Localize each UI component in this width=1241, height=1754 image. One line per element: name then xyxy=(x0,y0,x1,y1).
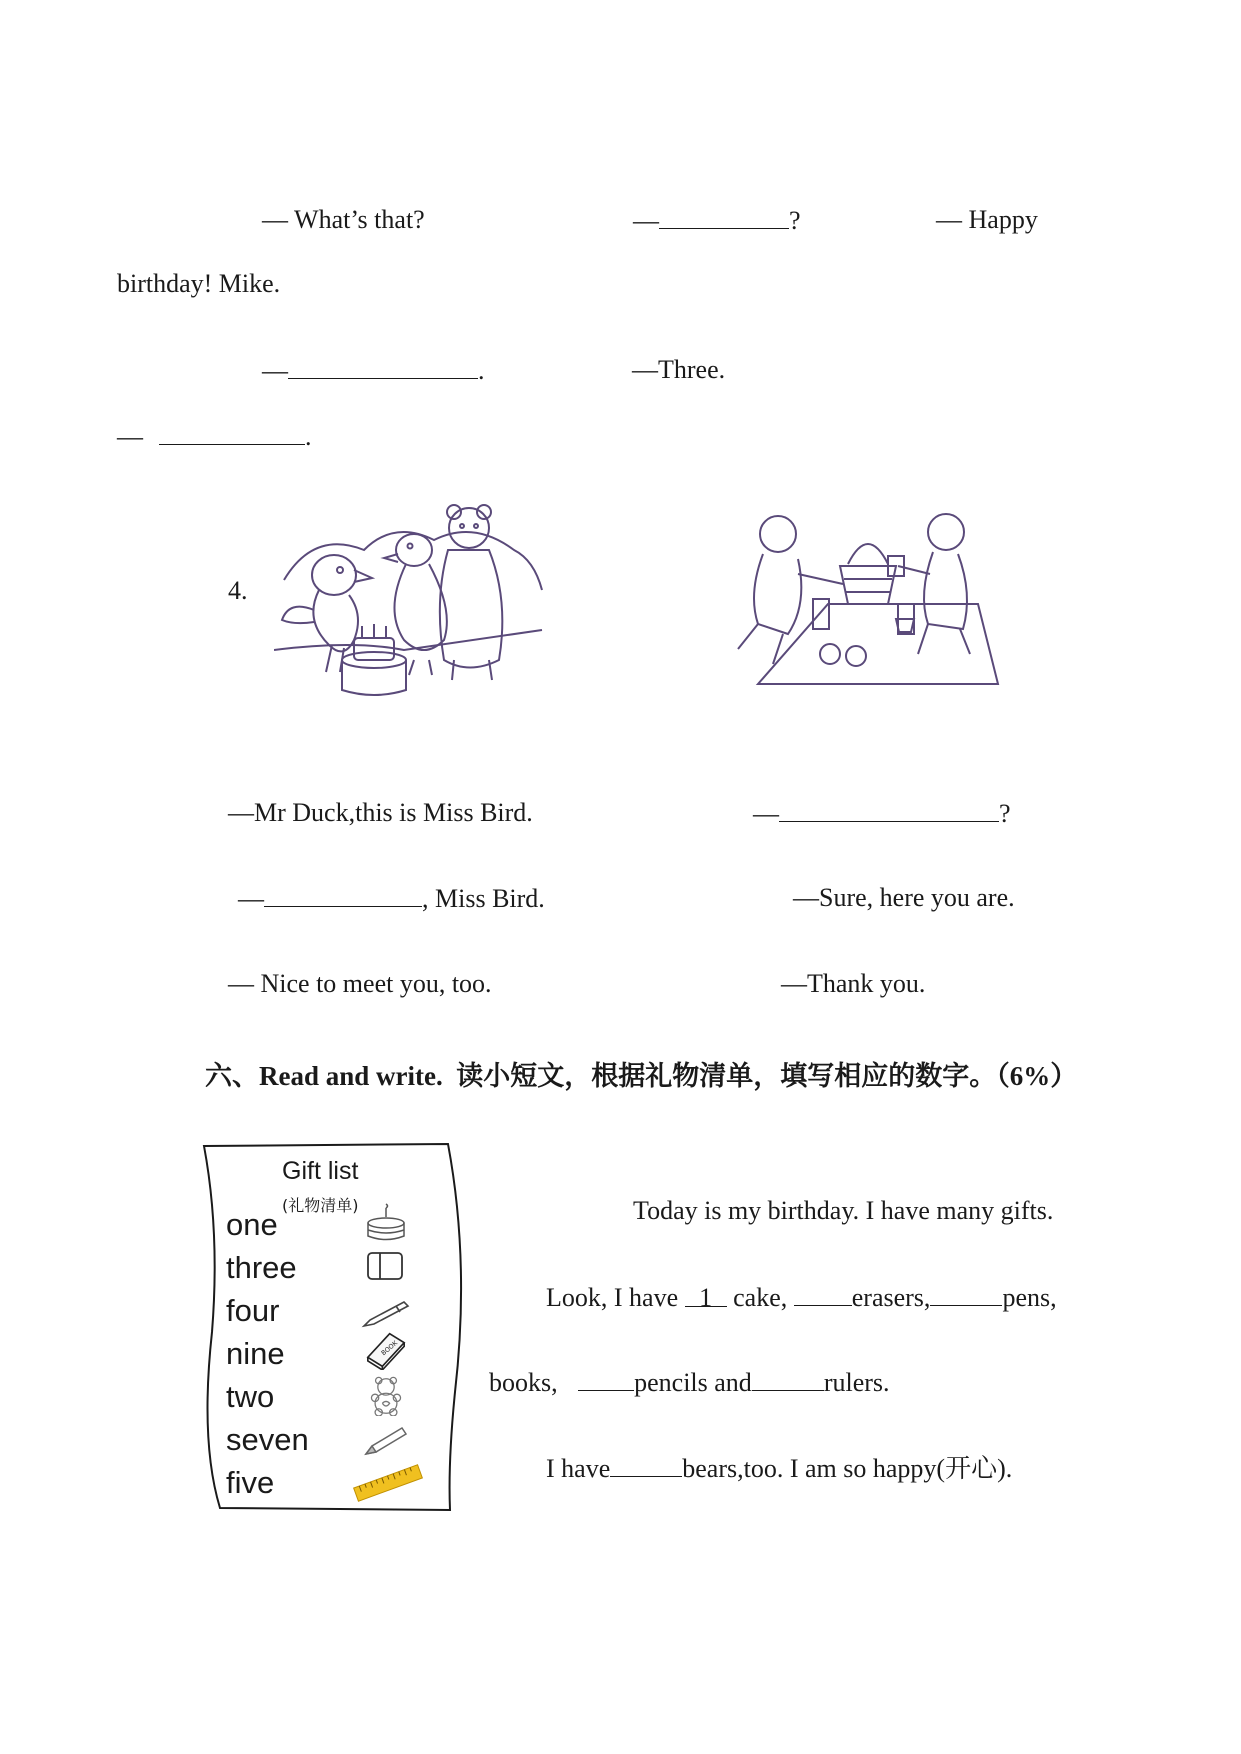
gift-item-three: three xyxy=(226,1250,297,1285)
dialog-birthday-mike: birthday! Mike. xyxy=(117,269,281,298)
passage-line-1: Today is my birthday. I have many gifts. xyxy=(633,1196,1054,1225)
gift-list-subtitle: (礼物清单) xyxy=(282,1196,359,1215)
bear-icon xyxy=(360,1376,412,1416)
passage-line-4: I have bears,too. I am so happy(开心). xyxy=(546,1454,1013,1483)
ruler-icon xyxy=(350,1460,426,1506)
section-heading: 六、Read and write. 读小短文，根据礼物清单，填写相应的数字。（6%） xyxy=(205,1061,1078,1091)
gift-item-one: one xyxy=(226,1207,278,1242)
eraser-icon xyxy=(360,1247,412,1287)
gift-item-four: four xyxy=(226,1293,280,1328)
gift-item-seven: seven xyxy=(226,1422,309,1457)
dialog-blank-question-2: — ? xyxy=(753,799,1011,828)
passage-line-2: Look, I have 1 cake, erasers, pens, xyxy=(546,1283,1057,1312)
answer-blank[interactable] xyxy=(288,354,478,379)
cake-icon xyxy=(360,1203,412,1243)
gift-item-five: five xyxy=(226,1465,275,1500)
dialog-happy: — Happy xyxy=(936,205,1038,234)
dialog-blank-statement: — . xyxy=(262,356,485,385)
gift-list-title: Gift list xyxy=(282,1157,359,1185)
dialog-blank-miss-bird: — , Miss Bird. xyxy=(238,884,545,913)
pen-icon xyxy=(360,1292,412,1332)
answer-blank[interactable] xyxy=(794,1281,852,1306)
dialog-what-is-that: — What’s that? xyxy=(262,205,425,234)
answer-blank[interactable] xyxy=(610,1452,682,1477)
animals-birthday-picture xyxy=(274,500,544,700)
answer-blank[interactable] xyxy=(752,1366,824,1391)
answer-blank[interactable] xyxy=(659,204,789,229)
book-label: BOOK xyxy=(380,1339,399,1358)
book-icon xyxy=(360,1330,412,1370)
dialog-here-you-are: —Sure, here you are. xyxy=(793,883,1015,912)
answer-blank[interactable] xyxy=(578,1366,634,1391)
dialog-thank-you: —Thank you. xyxy=(781,969,926,998)
answer-blank[interactable] xyxy=(930,1281,1002,1306)
dialog-blank-question: — ? xyxy=(633,206,801,235)
answer-blank[interactable] xyxy=(779,797,999,822)
pencil-icon xyxy=(360,1420,412,1460)
dialog-nice-to-meet: — Nice to meet you, too. xyxy=(228,969,492,998)
answer-blank[interactable] xyxy=(159,420,305,445)
item-number: 4. xyxy=(228,576,248,605)
dialog-three: —Three. xyxy=(632,355,726,384)
gift-item-two: two xyxy=(226,1379,275,1414)
dialog-mr-duck: —Mr Duck,this is Miss Bird. xyxy=(228,798,533,827)
passage-line-3: books, pencils and rulers. xyxy=(489,1368,890,1397)
example-answer: 1 xyxy=(685,1282,727,1307)
gift-item-nine: nine xyxy=(226,1336,285,1371)
picnic-picture xyxy=(718,504,1018,704)
dialog-blank-answer: — . xyxy=(117,422,312,451)
answer-blank[interactable] xyxy=(264,882,422,907)
